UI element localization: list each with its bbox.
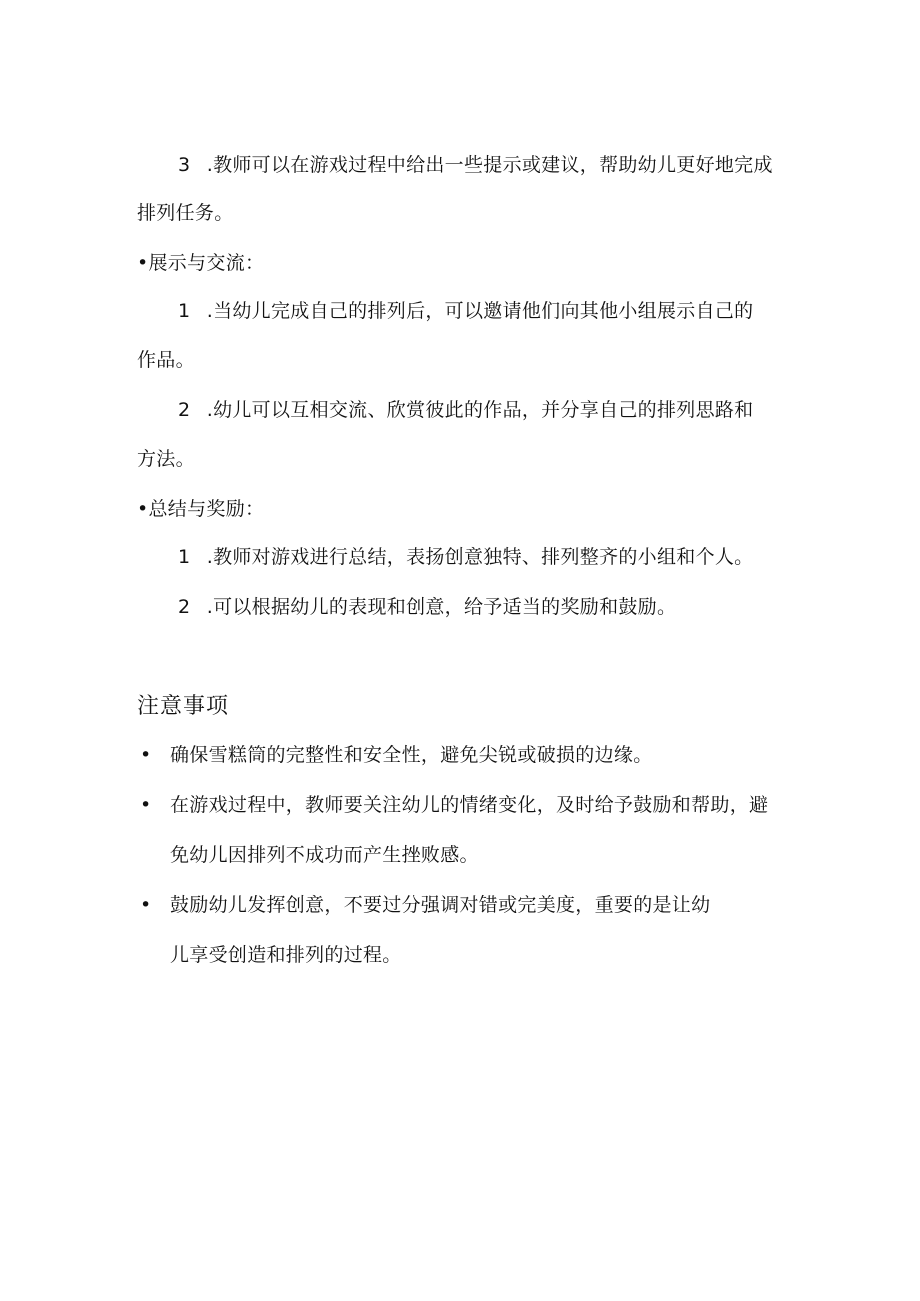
step3-text: .教师可以在游戏过程中给出一些提示或建议，帮助幼儿更好地完成 — [206, 154, 773, 176]
note2-bullet: • — [140, 794, 152, 816]
showcase-item2-line2: 方法。 — [137, 448, 195, 470]
note2-line1: 在游戏过程中，教师要关注幼儿的情绪变化，及时给予鼓励和帮助，避 — [170, 794, 769, 816]
summary-item2-number: 2 — [178, 596, 191, 618]
summary-item1-text: .教师对游戏进行总结，表扬创意独特、排列整齐的小组和个人。 — [206, 546, 754, 568]
note3-line1: 鼓励幼儿发挥创意，不要过分强调对错或完美度，重要的是让幼 — [170, 894, 711, 916]
summary-item1-number: 1 — [178, 546, 191, 568]
notes-title: 注意事项 — [137, 694, 230, 719]
showcase-item1-line1 — [178, 299, 753, 323]
note2-line2: 免幼儿因排列不成功而产生挫败感。 — [170, 844, 479, 866]
showcase-heading: •展示与交流： — [137, 252, 265, 274]
note3-bullet: • — [140, 894, 152, 916]
showcase-item2-text: .幼儿可以互相交流、欣赏彼此的作品，并分享自己的排列思路和 — [206, 399, 754, 421]
summary-item2 — [178, 595, 676, 619]
note1-bullet: • — [140, 744, 152, 766]
step3-paragraph-line2: 排列任务。 — [137, 202, 234, 224]
showcase-item2-line1 — [178, 398, 753, 422]
summary-heading: •总结与奖励： — [137, 498, 265, 520]
showcase-item1-line2: 作品。 — [137, 349, 195, 371]
step3-number: 3 — [178, 154, 191, 176]
summary-item1 — [178, 545, 753, 569]
summary-item2-text: .可以根据幼儿的表现和创意，给予适当的奖励和鼓励。 — [206, 596, 677, 618]
note3-line2: 儿享受创造和排列的过程。 — [170, 944, 402, 966]
step3-paragraph-line1 — [178, 153, 773, 177]
showcase-item1-number: 1 — [178, 300, 191, 322]
showcase-item1-text: .当幼儿完成自己的排列后，可以邀请他们向其他小组展示自己的 — [206, 300, 754, 322]
note1-line1: 确保雪糕筒的完整性和安全性，避免尖锐或破损的边缘。 — [170, 744, 653, 766]
showcase-item2-number: 2 — [178, 399, 191, 421]
